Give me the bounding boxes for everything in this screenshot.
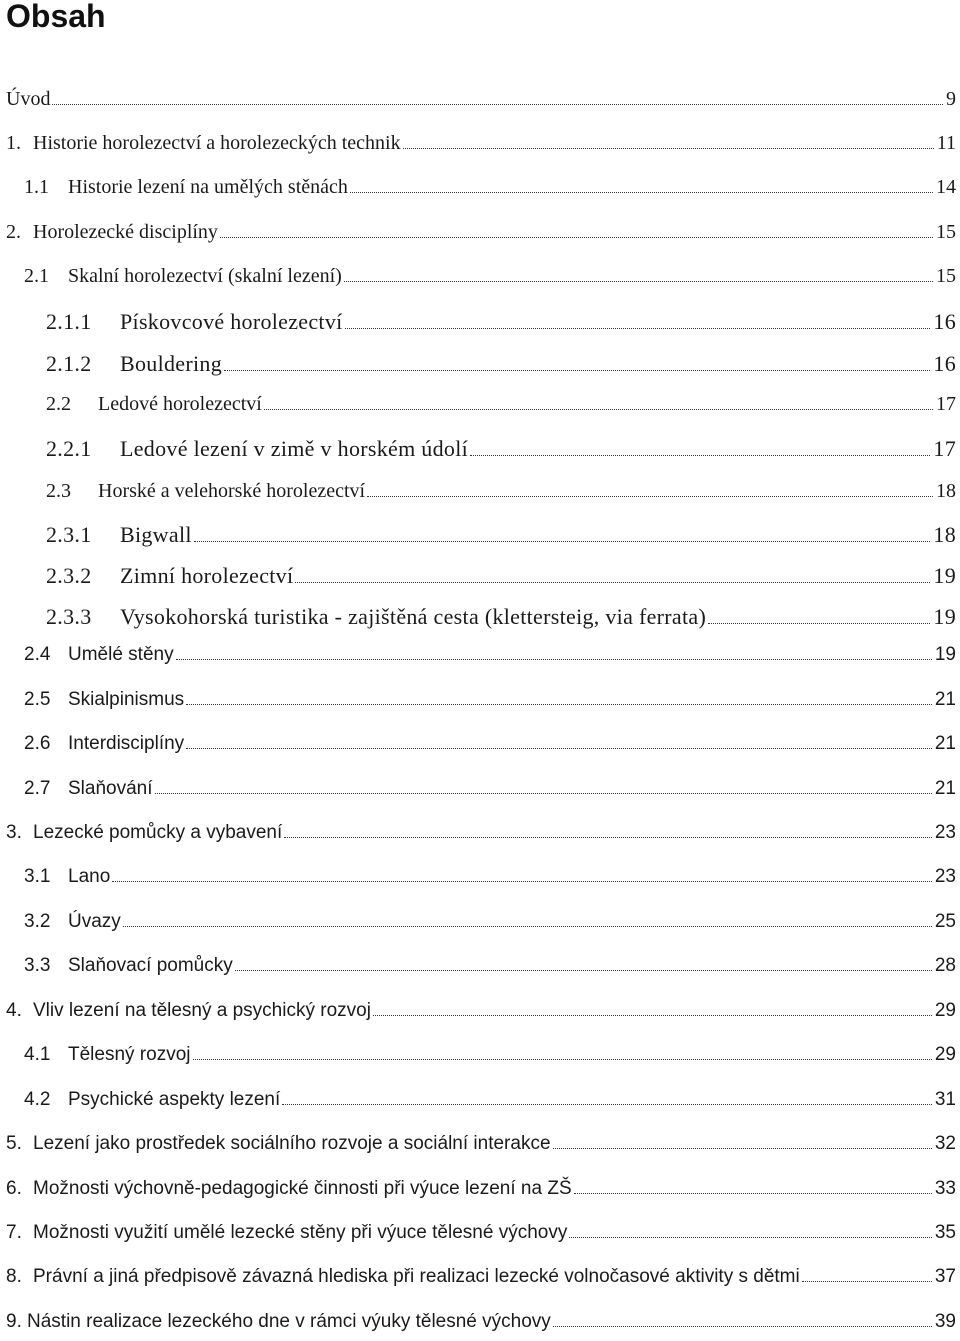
toc-entry-number: 2.2.1 xyxy=(46,436,92,461)
toc-entry-page-number: 19 xyxy=(933,604,956,629)
dot-leader xyxy=(350,192,933,193)
toc-entry-page-number: 39 xyxy=(934,1311,956,1332)
toc-entry-number: 2.3 xyxy=(46,480,71,502)
toc-entry-page-number: 29 xyxy=(934,1000,956,1021)
toc-entry[interactable] xyxy=(0,176,956,206)
dot-leader xyxy=(186,748,932,749)
toc-entry-number: 2.1.2 xyxy=(46,351,92,376)
toc-entry-number: 2.5 xyxy=(24,689,51,710)
toc-entry-title: Historie horolezectví a horolezeckých technik xyxy=(33,132,401,154)
toc-entry-page-number: 18 xyxy=(933,522,956,547)
toc-entry-page-number: 28 xyxy=(934,955,956,976)
toc-entry-number: 2.1 xyxy=(24,265,49,287)
toc-entry-title: Skalní horolezectví (skalní lezení) xyxy=(68,265,342,287)
toc-entry-page-number: 21 xyxy=(934,778,956,799)
toc-entry[interactable] xyxy=(0,778,956,808)
toc-entry-page-number: 17 xyxy=(933,436,956,461)
toc-entry[interactable] xyxy=(0,132,956,162)
toc-entry-page-number: 29 xyxy=(934,1044,956,1065)
toc-entry-number: 4.2 xyxy=(24,1089,51,1110)
toc-entry-number: 9. xyxy=(6,1311,22,1332)
toc-entry-page-number: 21 xyxy=(934,733,956,754)
toc-entry-title: Úvazy xyxy=(68,911,121,932)
toc-entry-title: Psychické aspekty lezení xyxy=(68,1089,281,1110)
toc-entry-number: 3.2 xyxy=(24,911,51,932)
dot-leader xyxy=(403,148,934,149)
toc-entry-number: 4. xyxy=(6,1000,22,1021)
toc-entry[interactable] xyxy=(0,689,956,719)
toc-entry-number: 5. xyxy=(6,1133,22,1154)
toc-entry-title: Tělesný rozvoj xyxy=(68,1044,191,1065)
toc-entry-page-number: 25 xyxy=(934,911,956,932)
toc-entry[interactable] xyxy=(0,351,956,381)
toc-entry-page-number: 15 xyxy=(936,221,956,243)
toc-entry[interactable] xyxy=(0,522,956,552)
toc-entry[interactable] xyxy=(0,1311,956,1341)
toc-entry-number: 8. xyxy=(6,1266,22,1287)
toc-entry-title: Možnosti využití umělé lezecké stěny při výuce tělesné výchovy xyxy=(33,1222,568,1243)
dot-leader xyxy=(52,104,943,105)
toc-entry-page-number: 35 xyxy=(934,1222,956,1243)
toc-entry[interactable] xyxy=(0,1089,956,1119)
toc-entry-number: 4.1 xyxy=(24,1044,51,1065)
dot-leader xyxy=(282,1104,932,1105)
dot-leader xyxy=(235,970,932,971)
toc-entry-title: Bouldering xyxy=(120,351,222,376)
toc-entry-number: 2.1.1 xyxy=(46,309,92,334)
toc-entry-page-number: 23 xyxy=(934,866,956,887)
toc-entry-number: 3.3 xyxy=(24,955,51,976)
toc-entry[interactable] xyxy=(0,822,956,852)
toc-entry-number: 7. xyxy=(6,1222,22,1243)
dot-leader xyxy=(224,370,930,371)
toc-entry[interactable] xyxy=(0,1178,956,1208)
toc-entry-page-number: 11 xyxy=(936,132,956,154)
toc-entry[interactable] xyxy=(0,1222,956,1252)
toc-entry-title: Zimní horolezectví xyxy=(120,563,294,588)
toc-entry-title: Vysokohorská turistika - zajištěná cesta (klettersteig, via ferrata) xyxy=(120,604,707,629)
toc-entry[interactable] xyxy=(0,436,956,466)
toc-entry-title: Slaňování xyxy=(68,778,153,799)
toc-entry[interactable] xyxy=(0,563,956,593)
dot-leader xyxy=(373,1015,932,1016)
toc-entry[interactable] xyxy=(0,911,956,941)
toc-entry-title: Interdisciplíny xyxy=(68,733,185,754)
toc-entry-page-number: 19 xyxy=(934,644,956,665)
dot-leader xyxy=(802,1281,932,1282)
toc-entry[interactable] xyxy=(0,1000,956,1030)
dot-leader xyxy=(264,409,933,410)
toc-entry-title: Lezení jako prostředek sociálního rozvoje a sociální interakce xyxy=(33,1133,551,1154)
toc-entry[interactable] xyxy=(0,480,956,510)
toc-entry-title: Skialpinismus xyxy=(68,689,185,710)
dot-leader xyxy=(176,659,932,660)
dot-leader xyxy=(574,1193,932,1194)
toc-entry[interactable] xyxy=(0,733,956,763)
toc-entry-title: Historie lezení na umělých stěnách xyxy=(68,176,348,198)
toc-entry-page-number: 33 xyxy=(934,1178,956,1199)
toc-entry-title: Lano xyxy=(68,866,111,887)
toc-entry-page-number: 15 xyxy=(936,265,956,287)
toc-entry[interactable] xyxy=(0,644,956,674)
dot-leader xyxy=(708,623,930,624)
toc-entry-page-number: 21 xyxy=(934,689,956,710)
page-title: Obsah xyxy=(6,0,106,34)
toc-entry-title: Slaňovací pomůcky xyxy=(68,955,233,976)
toc-entry-number: 2.6 xyxy=(24,733,51,754)
toc-entry-title: Nástin realizace lezeckého dne v rámci výuky tělesné výchovy xyxy=(27,1311,551,1332)
dot-leader xyxy=(470,455,930,456)
toc-entry-number: 2.3.3 xyxy=(46,604,92,629)
toc-entry-number: 2.7 xyxy=(24,778,51,799)
dot-leader xyxy=(194,541,931,542)
toc-entry-page-number: 16 xyxy=(933,309,956,334)
toc-entry-title: Bigwall xyxy=(120,522,192,547)
toc-entry-page-number: 9 xyxy=(946,88,956,110)
toc-entry-page-number: 17 xyxy=(936,393,956,415)
toc-entry[interactable] xyxy=(0,1044,956,1074)
toc-entry-title: Ledové horolezectví xyxy=(98,393,262,415)
dot-leader xyxy=(220,237,933,238)
dot-leader xyxy=(186,704,932,705)
toc-entry-number: 2.4 xyxy=(24,644,51,665)
toc-entry[interactable] xyxy=(0,393,956,423)
toc-entry-number: 1. xyxy=(6,132,21,154)
dot-leader xyxy=(123,926,932,927)
dot-leader xyxy=(345,328,931,329)
toc-entry-number: 3.1 xyxy=(24,866,51,887)
toc-entry[interactable] xyxy=(0,604,956,634)
toc-entry-title: Umělé stěny xyxy=(68,644,174,665)
toc-entry-title: Možnosti výchovně-pedagogické činnosti při výuce lezení na ZŠ xyxy=(33,1178,572,1199)
toc-entry-page-number: 14 xyxy=(936,176,956,198)
toc-entry-number: 3. xyxy=(6,822,22,843)
toc-entry[interactable] xyxy=(0,265,956,295)
dot-leader xyxy=(553,1326,932,1327)
dot-leader xyxy=(155,793,932,794)
toc-entry-page-number: 31 xyxy=(934,1089,956,1110)
dot-leader xyxy=(295,582,930,583)
toc-entry-page-number: 23 xyxy=(934,822,956,843)
toc-entry-page-number: 32 xyxy=(934,1133,956,1154)
dot-leader xyxy=(284,837,932,838)
toc-entry-number: 1.1 xyxy=(24,176,49,198)
toc-entry-number: 2.2 xyxy=(46,393,71,415)
toc-entry[interactable] xyxy=(0,1133,956,1163)
dot-leader xyxy=(569,1237,932,1238)
toc-entry[interactable] xyxy=(0,221,956,251)
toc-entry-title: Pískovcové horolezectví xyxy=(120,309,343,334)
dot-leader xyxy=(553,1148,932,1149)
dot-leader xyxy=(344,281,933,282)
toc-entry-number: 2.3.1 xyxy=(46,522,92,547)
toc-entry-number: 2. xyxy=(6,221,21,243)
toc-entry-page-number: 37 xyxy=(934,1266,956,1287)
toc-entry[interactable] xyxy=(0,1266,956,1296)
toc-entry-page-number: 16 xyxy=(933,351,956,376)
toc-entry-title: Úvod xyxy=(6,88,51,110)
toc-entry-page-number: 19 xyxy=(933,563,956,588)
toc-entry-title: Vliv lezení na tělesný a psychický rozvoj xyxy=(33,1000,371,1021)
toc-entry-page-number: 18 xyxy=(936,480,956,502)
dot-leader xyxy=(193,1059,932,1060)
toc-entry-title: Právní a jiná předpisově závazná hlediska při realizaci lezecké volnočasové aktivity s dětmi xyxy=(33,1266,800,1287)
toc-entry-title: Horolezecké disciplíny xyxy=(33,221,218,243)
toc-entry-title: Horské a velehorské horolezectví xyxy=(98,480,366,502)
toc-entry[interactable] xyxy=(0,866,956,896)
dot-leader xyxy=(367,496,933,497)
toc-entry-number: 6. xyxy=(6,1178,22,1199)
toc-entry-number: 2.3.2 xyxy=(46,563,92,588)
dot-leader xyxy=(112,881,932,882)
toc-entry-title: Lezecké pomůcky a vybavení xyxy=(33,822,283,843)
toc-entry[interactable] xyxy=(0,309,956,339)
toc-entry-title: Ledové lezení v zimě v horském údolí xyxy=(120,436,469,461)
toc-entry[interactable] xyxy=(0,955,956,985)
toc-entry[interactable] xyxy=(0,88,956,118)
